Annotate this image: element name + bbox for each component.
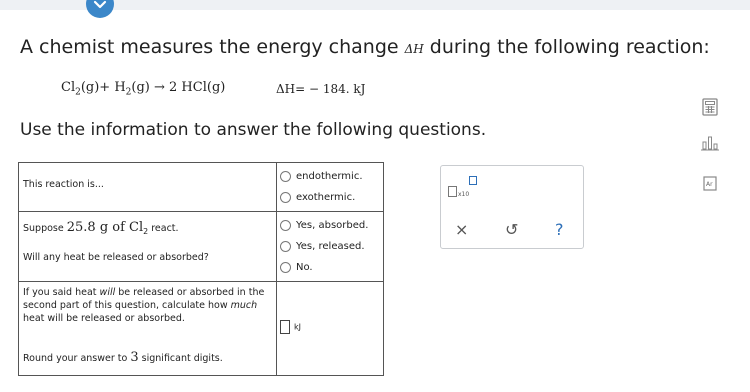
collapse-button[interactable] [86, 0, 114, 18]
instruction-text: Use the information to answer the following questions. [20, 120, 487, 140]
rounding-instruction: Round your answer to 3 significant digits. [23, 350, 223, 365]
radio-endothermic[interactable] [280, 171, 291, 182]
option-yes-absorbed[interactable]: Yes, absorbed. [280, 215, 380, 236]
radio-exothermic[interactable] [280, 192, 291, 203]
heat-question-cell [19, 212, 277, 282]
top-bar [0, 0, 750, 10]
heat-answer-input[interactable] [280, 320, 290, 334]
reaction-type-options [277, 163, 384, 212]
periodic-table-icon[interactable]: Ar [700, 174, 720, 194]
answer-cell [277, 282, 384, 376]
reaction-equation: $Cl_2(g)+ H_2(g) \to 2$ HCl(g) [61, 80, 226, 98]
heat-options [277, 212, 384, 282]
exponent-box-icon [469, 176, 477, 185]
option-exothermic[interactable]: exothermic. [280, 187, 380, 208]
bar-chart-icon[interactable] [700, 133, 720, 153]
mass-statement: Suppose 25.8 g of $Cl_2$ react. [23, 220, 179, 236]
calculation-instructions: If you said heat will be released or absorbed in the second part of this question, calculate how much heat will be released or absorbed. [23, 287, 265, 324]
enthalpy-value: ΔH= − 184. kJ [276, 82, 366, 96]
question-intro: A chemist measures the energy change ΔH during the following reaction: [20, 36, 710, 58]
radio-yes-absorbed[interactable] [280, 220, 291, 231]
undo-button[interactable]: ↺ [505, 220, 519, 239]
answer-toolbar [440, 165, 584, 249]
heat-question: Will any heat be released or absorbed? [23, 251, 209, 263]
radio-no[interactable] [280, 262, 291, 273]
option-endothermic[interactable]: endothermic. [280, 166, 380, 187]
clear-button[interactable]: × [455, 220, 469, 239]
mantissa-box-icon [448, 186, 457, 197]
radio-yes-released[interactable] [280, 241, 291, 252]
option-no[interactable]: No. [280, 257, 380, 278]
reaction-type-prompt: This reaction is... [19, 163, 277, 212]
chevron-down-icon [93, 0, 107, 9]
calculation-cell [19, 282, 277, 376]
scientific-notation-button[interactable]: x10 [448, 176, 478, 200]
question-table [18, 162, 384, 376]
option-yes-released[interactable]: Yes, released. [280, 236, 380, 257]
help-button[interactable]: ? [555, 220, 564, 239]
unit-label: kJ [294, 322, 301, 332]
calculator-icon[interactable] [700, 97, 720, 117]
